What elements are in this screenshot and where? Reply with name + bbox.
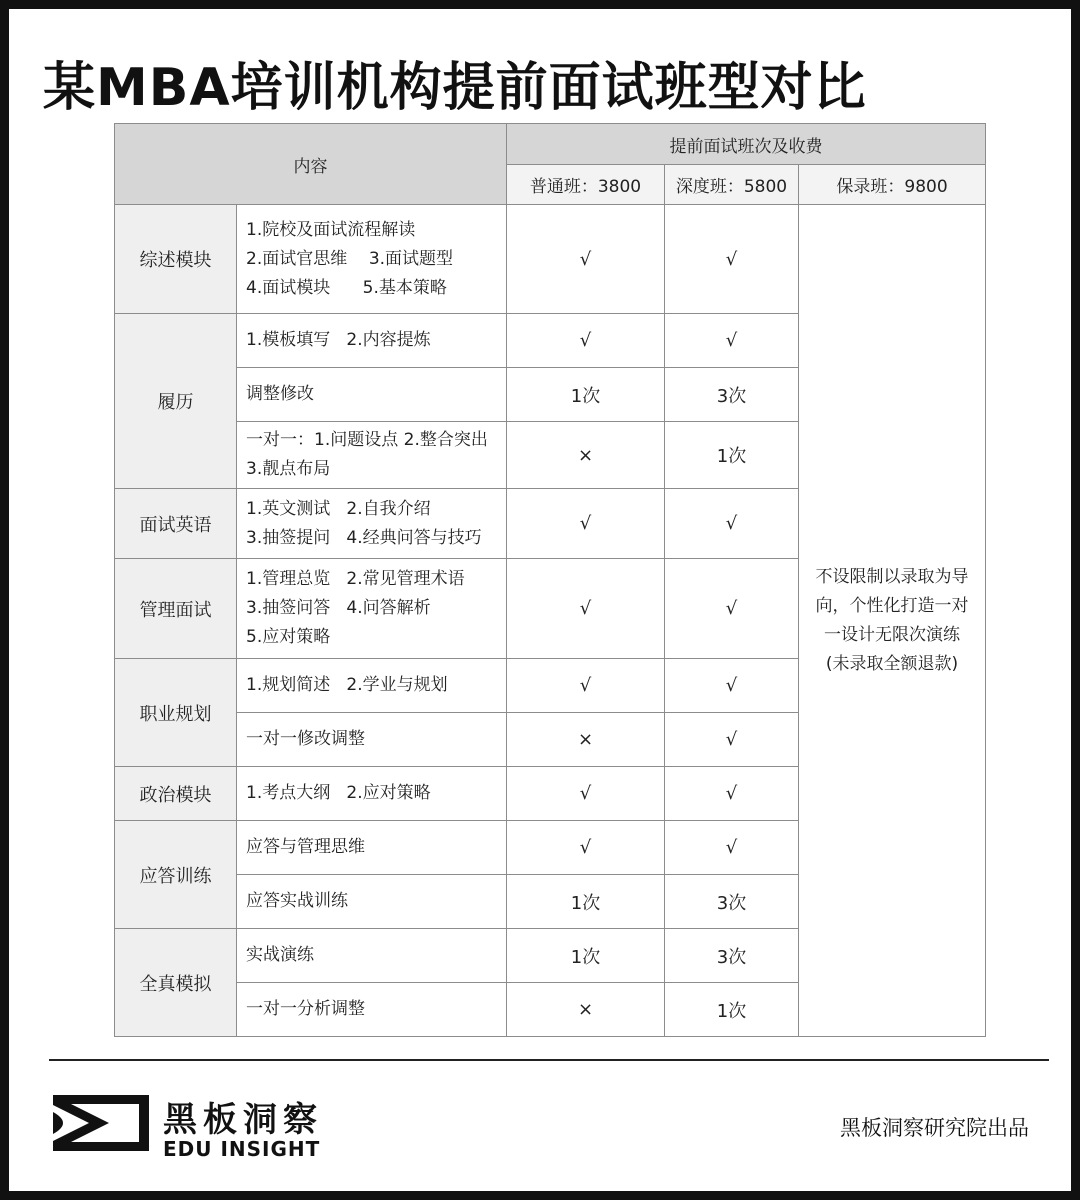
content-line: 应答与管理思维 bbox=[246, 837, 365, 857]
content-line: 一对一修改调整 bbox=[246, 729, 365, 749]
category-cell: 政治模块 bbox=[115, 767, 237, 821]
deep-plan-cell: 1次 bbox=[665, 422, 799, 489]
content-cell bbox=[237, 875, 507, 929]
guarantee-note-line: (未录取全额退款) bbox=[825, 653, 959, 674]
deep-plan-cell: √ bbox=[665, 489, 799, 559]
content-cell bbox=[237, 983, 507, 1037]
basic-plan-cell: × bbox=[507, 422, 665, 489]
content-line: 应答实战训练 bbox=[246, 891, 348, 911]
basic-plan-cell: √ bbox=[507, 205, 665, 314]
content-cell bbox=[237, 929, 507, 983]
category-cell: 职业规划 bbox=[115, 659, 237, 767]
logo-chinese-text: 黑板洞察 bbox=[163, 1100, 323, 1140]
comparison-table bbox=[114, 123, 986, 1037]
basic-plan-cell: 1次 bbox=[507, 875, 665, 929]
content-line: 1.考点大纲 2.应对策略 bbox=[246, 783, 431, 803]
deep-plan-cell: √ bbox=[665, 821, 799, 875]
content-cell bbox=[237, 713, 507, 767]
plan-header-basic: 普通班：3800 bbox=[507, 165, 665, 205]
guarantee-plan-note bbox=[799, 205, 986, 1037]
category-cell: 综述模块 bbox=[115, 205, 237, 314]
content-line: 3.靓点布局 bbox=[246, 459, 331, 479]
content-line: 调整修改 bbox=[246, 384, 314, 404]
deep-plan-cell: 1次 bbox=[665, 983, 799, 1037]
category-cell: 履历 bbox=[115, 314, 237, 489]
deep-plan-cell: √ bbox=[665, 713, 799, 767]
plan-header-deep: 深度班：5800 bbox=[665, 165, 799, 205]
deep-plan-cell: √ bbox=[665, 205, 799, 314]
publisher-credit: 黑板洞察研究院出品 bbox=[840, 1116, 1029, 1140]
table-body bbox=[115, 205, 986, 1037]
content-line: 1.规划简述 2.学业与规划 bbox=[246, 675, 448, 695]
content-cell bbox=[237, 489, 507, 559]
deep-plan-cell: 3次 bbox=[665, 875, 799, 929]
footer-divider bbox=[49, 1059, 1049, 1061]
category-cell: 应答训练 bbox=[115, 821, 237, 929]
basic-plan-cell: √ bbox=[507, 821, 665, 875]
content-cell bbox=[237, 559, 507, 659]
deep-plan-cell: √ bbox=[665, 767, 799, 821]
guarantee-note-line: 一设计无限次演练 bbox=[824, 624, 960, 645]
content-cell bbox=[237, 314, 507, 368]
content-line: 4.面试模块 5.基本策略 bbox=[246, 277, 447, 298]
plan-header-guarantee: 保录班：9800 bbox=[799, 165, 986, 205]
category-cell: 全真模拟 bbox=[115, 929, 237, 1037]
table-row bbox=[115, 205, 986, 314]
content-line: 1.英文测试 2.自我介绍 bbox=[246, 498, 431, 519]
deep-plan-cell: 3次 bbox=[665, 368, 799, 422]
content-line: 5.应对策略 bbox=[246, 627, 331, 647]
content-line: 1.模板填写 2.内容提炼 bbox=[246, 330, 431, 350]
content-line: 1.院校及面试流程解读 bbox=[246, 219, 416, 240]
basic-plan-cell: × bbox=[507, 983, 665, 1037]
guarantee-note-line: 向，个性化打造一对 bbox=[815, 595, 969, 616]
category-cell: 管理面试 bbox=[115, 559, 237, 659]
deep-plan-cell: √ bbox=[665, 659, 799, 713]
basic-plan-cell: √ bbox=[507, 559, 665, 659]
content-cell bbox=[237, 422, 507, 489]
content-line: 3.抽签提问 4.经典问答与技巧 bbox=[246, 527, 482, 548]
content-line: 2.面试官思维 3.面试题型 bbox=[246, 248, 454, 269]
fee-header: 提前面试班次及收费 bbox=[507, 124, 986, 165]
deep-plan-cell: √ bbox=[665, 559, 799, 659]
basic-plan-cell: √ bbox=[507, 659, 665, 713]
content-cell bbox=[237, 767, 507, 821]
basic-plan-cell: √ bbox=[507, 314, 665, 368]
content-line: 一对一：1.问题设点 2.整合突出 bbox=[246, 430, 488, 450]
basic-plan-cell: √ bbox=[507, 489, 665, 559]
brand-logo bbox=[51, 1092, 321, 1162]
content-line: 3.抽签问答 4.问答解析 bbox=[246, 598, 431, 618]
content-cell bbox=[237, 205, 507, 314]
eye-logo-icon bbox=[51, 1092, 151, 1154]
page-title: 某MBA培训机构提前面试班型对比 bbox=[43, 58, 867, 118]
category-cell: 面试英语 bbox=[115, 489, 237, 559]
basic-plan-cell: 1次 bbox=[507, 368, 665, 422]
content-cell bbox=[237, 368, 507, 422]
deep-plan-cell: 3次 bbox=[665, 929, 799, 983]
content-line: 1.管理总览 2.常见管理术语 bbox=[246, 569, 465, 589]
guarantee-note-line: 不设限制以录取为导 bbox=[815, 566, 969, 587]
content-line: 实战演练 bbox=[246, 945, 314, 965]
logo-english-text: EDU INSIGHT bbox=[163, 1137, 321, 1161]
basic-plan-cell: 1次 bbox=[507, 929, 665, 983]
basic-plan-cell: × bbox=[507, 713, 665, 767]
content-line: 一对一分析调整 bbox=[246, 999, 365, 1019]
content-header: 内容 bbox=[115, 124, 507, 205]
content-cell bbox=[237, 821, 507, 875]
basic-plan-cell: √ bbox=[507, 767, 665, 821]
content-cell bbox=[237, 659, 507, 713]
deep-plan-cell: √ bbox=[665, 314, 799, 368]
